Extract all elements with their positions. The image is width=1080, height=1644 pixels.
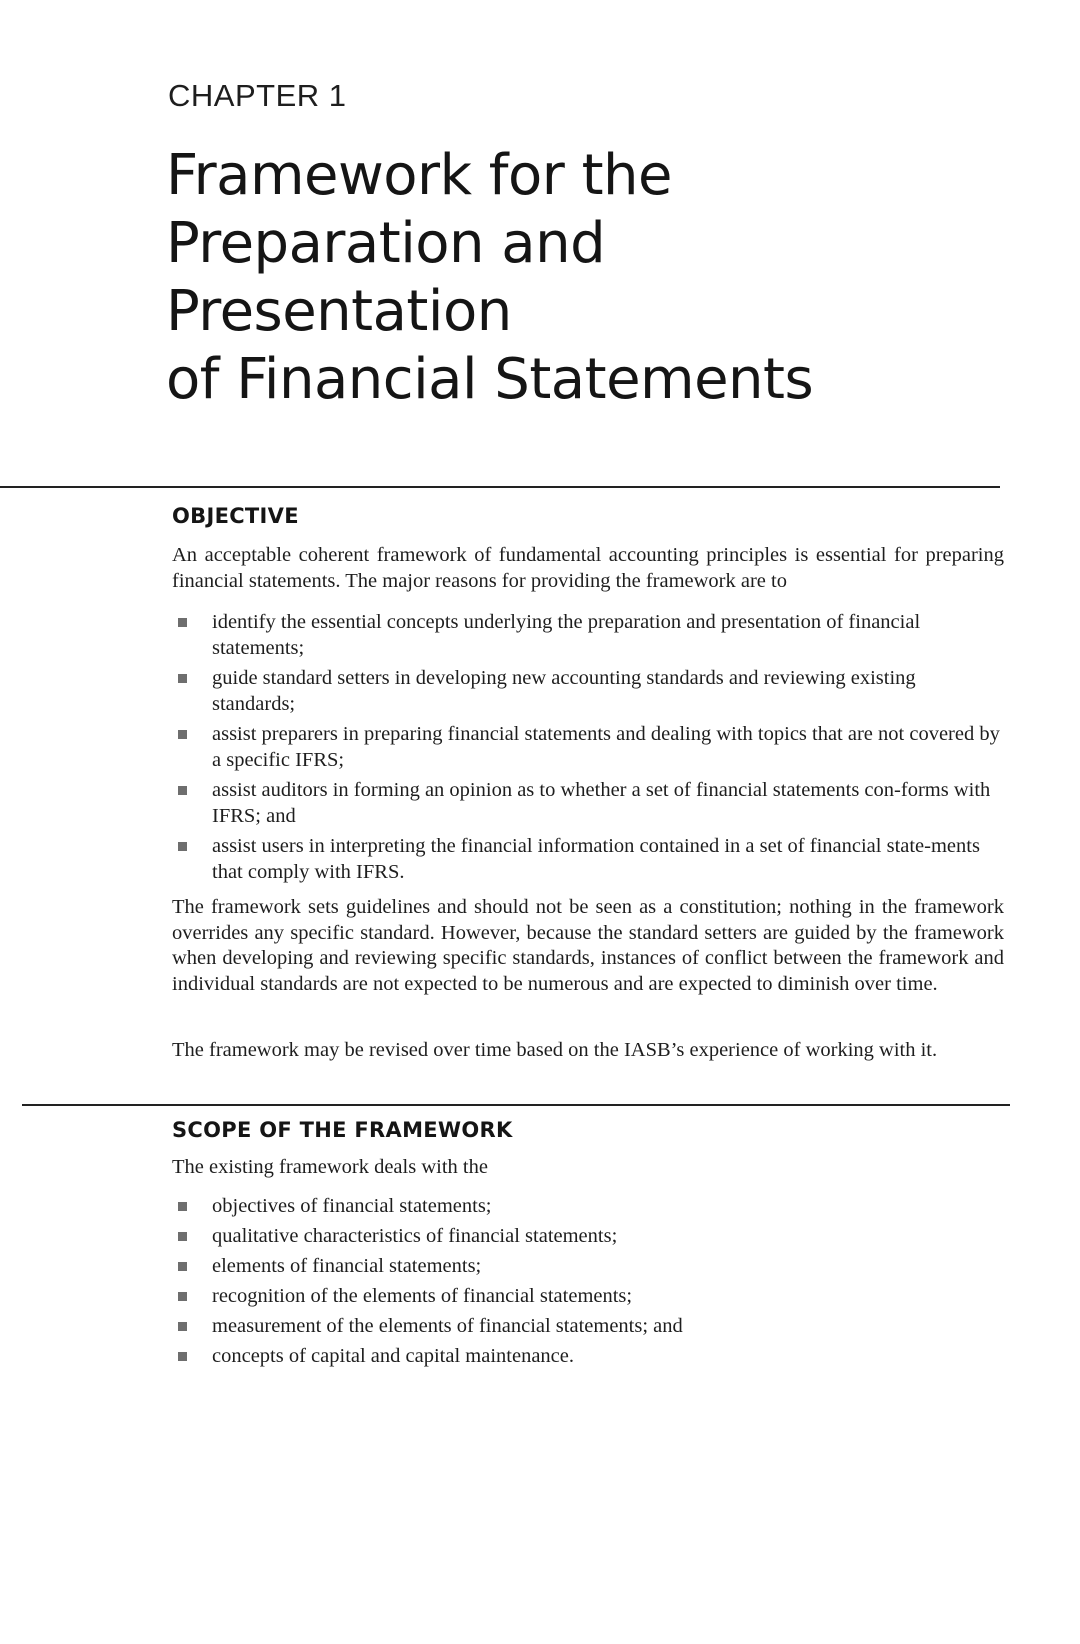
square-bullet-icon xyxy=(178,730,187,739)
list-item-text: assist users in interpreting the financial information contained in a set of financial state-ments that comply with IFRS. xyxy=(212,835,980,883)
list-item-text: qualitative characteristics of financial statements; xyxy=(212,1225,618,1247)
square-bullet-icon xyxy=(178,1352,187,1361)
chapter-title xyxy=(166,142,886,414)
section-divider xyxy=(0,486,1000,488)
list-item xyxy=(172,610,1002,661)
list-item xyxy=(172,1224,972,1250)
list-item xyxy=(172,1194,972,1220)
chapter-label: CHAPTER 1 xyxy=(168,78,347,113)
list-item xyxy=(172,1284,972,1310)
list-item xyxy=(172,778,1002,829)
objective-heading: OBJECTIVE xyxy=(172,504,299,528)
objective-bullet-list xyxy=(172,610,1002,890)
list-item xyxy=(172,1254,972,1280)
scope-intro: The existing framework deals with the xyxy=(172,1156,488,1178)
list-item-text: identify the essential concepts underlying the preparation and presentation of financial statements; xyxy=(212,611,921,659)
square-bullet-icon xyxy=(178,1262,187,1271)
scope-bullet-list xyxy=(172,1194,972,1374)
list-item xyxy=(172,1314,972,1340)
chapter-title-line: of Financial Statements xyxy=(166,347,814,412)
square-bullet-icon xyxy=(178,1322,187,1331)
list-item xyxy=(172,834,1002,885)
chapter-title-line: Preparation and Presentation xyxy=(166,211,606,344)
list-item-text: elements of financial statements; xyxy=(212,1255,482,1277)
list-item xyxy=(172,666,1002,717)
square-bullet-icon xyxy=(178,1292,187,1301)
chapter-title-line: Framework for the xyxy=(166,143,672,208)
list-item xyxy=(172,722,1002,773)
list-item-text: concepts of capital and capital maintenance. xyxy=(212,1345,574,1367)
square-bullet-icon xyxy=(178,786,187,795)
list-item-text: recognition of the elements of financial statements; xyxy=(212,1285,633,1307)
list-item-text: objectives of financial statements; xyxy=(212,1195,492,1217)
section-divider xyxy=(22,1104,1010,1106)
list-item-text: assist preparers in preparing financial statements and dealing with topics that are not covered by a specific IFRS; xyxy=(212,723,1000,771)
objective-intro: An acceptable coherent framework of fundamental accounting principles is essential for preparing financial statements. The major reasons for providing the framework are to xyxy=(172,544,1004,592)
square-bullet-icon xyxy=(178,618,187,627)
list-item-text: assist auditors in forming an opinion as to whether a set of financial statements con-forms with IFRS; and xyxy=(212,779,991,827)
list-item-text: measurement of the elements of financial statements; and xyxy=(212,1315,683,1337)
scope-heading: SCOPE OF THE FRAMEWORK xyxy=(172,1118,513,1142)
square-bullet-icon xyxy=(178,1202,187,1211)
square-bullet-icon xyxy=(178,674,187,683)
list-item xyxy=(172,1344,972,1370)
objective-paragraph: The framework sets guidelines and should not be seen as a constitution; nothing in the framework overrides any specific standard. However, because the standard setters are guided by the framework when developing and reviewing specific standards, instances of conflict between the framework and individual standards are not expected to be numerous and are expected to diminish over time. xyxy=(172,896,1004,995)
square-bullet-icon xyxy=(178,1232,187,1241)
list-item-text: guide standard setters in developing new accounting standards and reviewing existing standards; xyxy=(212,667,916,715)
square-bullet-icon xyxy=(178,842,187,851)
objective-paragraph: The framework may be revised over time based on the IASB’s experience of working with it. xyxy=(172,1039,938,1061)
